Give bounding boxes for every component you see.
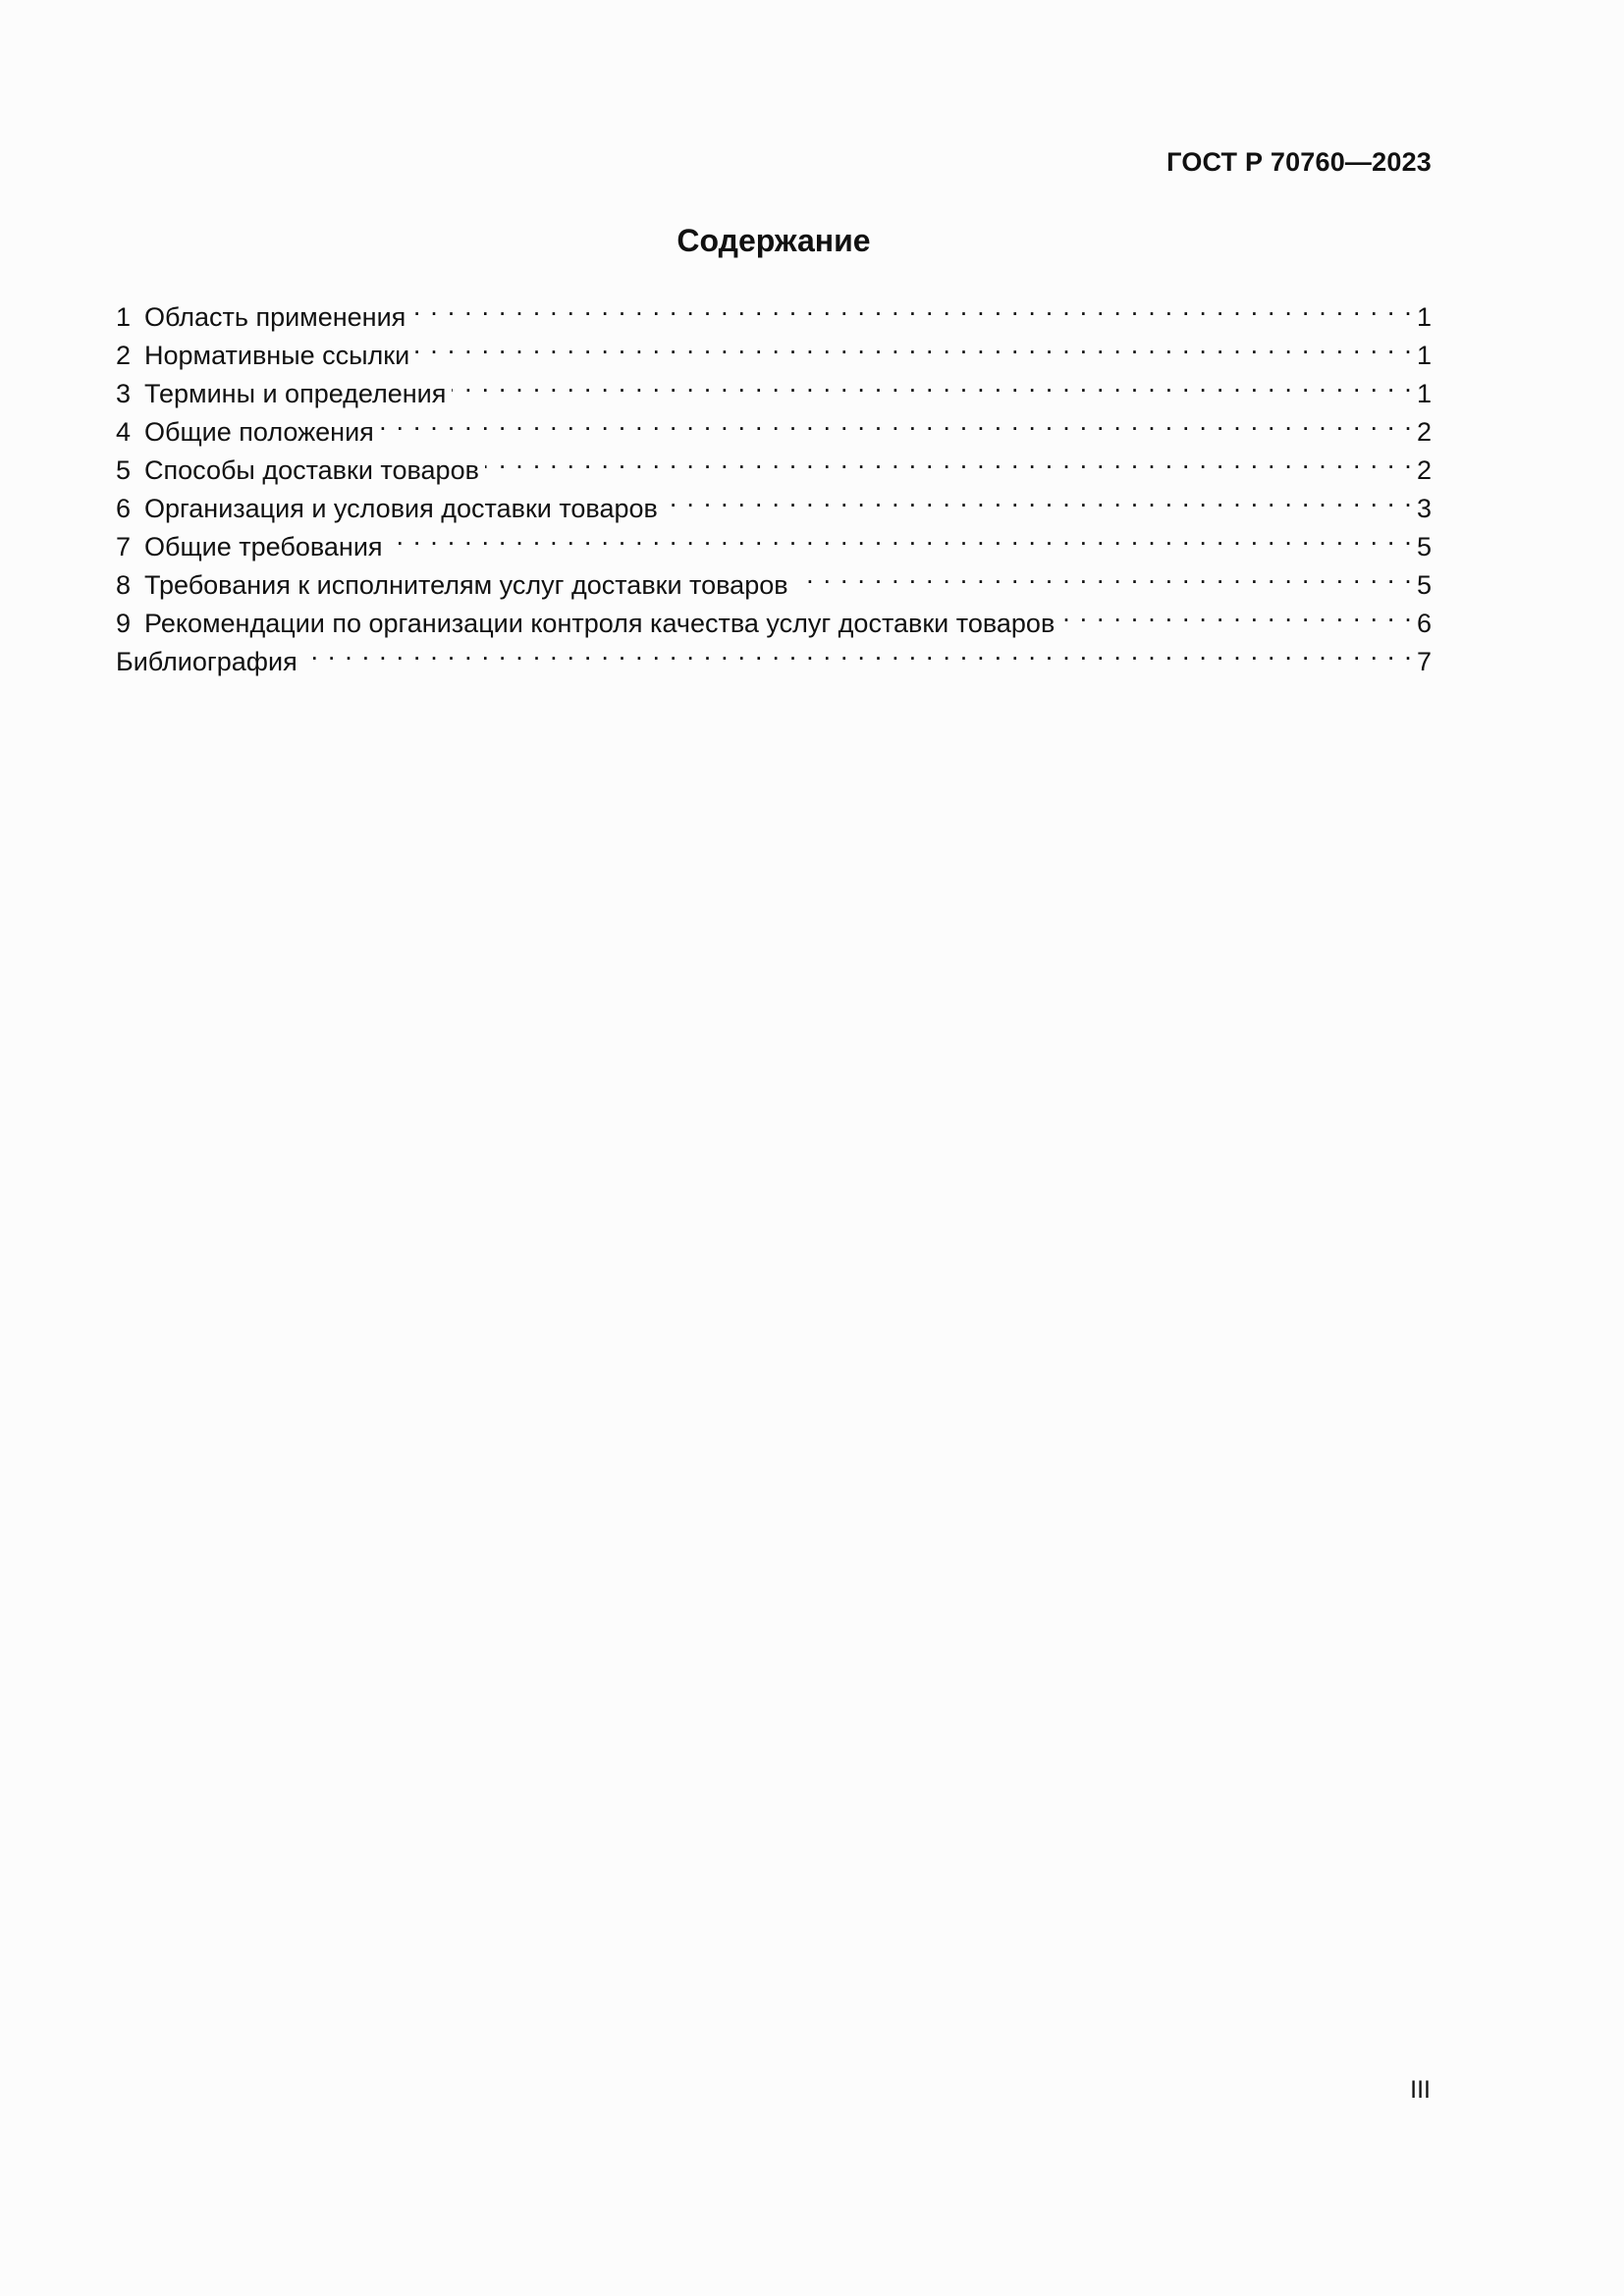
toc-entry-page: 5 (1416, 532, 1432, 561)
toc-entry-label: Библиография (116, 647, 298, 676)
toc-entry-bibliography[interactable] (116, 632, 1432, 676)
dot-leader (303, 632, 1413, 670)
toc-entry-label: Рекомендации по организации контроля качества услуг доставки товаров (144, 609, 1056, 638)
toc-entry-label: Нормативные ссылки (144, 341, 410, 370)
toc-entry-page: 1 (1416, 341, 1432, 370)
dot-leader (389, 517, 1413, 556)
toc-entry-number: 6 (116, 494, 132, 523)
toc-entry-page: 5 (1416, 570, 1432, 600)
dot-leader (1060, 594, 1413, 632)
document-code: ГОСТ Р 70760—2023 (1166, 147, 1432, 177)
dot-leader (452, 364, 1413, 402)
toc-entry-number: 1 (116, 302, 132, 332)
toc-entry-label: Требования к исполнителям услуг доставки товаров (144, 570, 788, 600)
dot-leader (415, 326, 1413, 364)
toc-entry-number: 4 (116, 417, 132, 447)
toc-entry-label: Термины и определения (144, 379, 447, 408)
toc-entry-page: 6 (1416, 609, 1432, 638)
toc-entry-label: Способы доставки товаров (144, 455, 479, 485)
toc-entry-number: 8 (116, 570, 132, 600)
toc-entry-label: Организация и условия доставки товаров (144, 494, 658, 523)
toc-entry-number: 2 (116, 341, 132, 370)
toc-entry-page: 1 (1416, 379, 1432, 408)
toc-entry-page: 1 (1416, 302, 1432, 332)
toc-entry[interactable] (116, 288, 1432, 332)
dot-leader (794, 556, 1413, 594)
toc-entry-page: 3 (1416, 494, 1432, 523)
toc-entry-number: 5 (116, 455, 132, 485)
dot-leader (380, 402, 1413, 441)
toc-entry-page: 7 (1416, 647, 1432, 676)
dot-leader (664, 479, 1413, 517)
toc-entry-number: 7 (116, 532, 132, 561)
toc-entry-label: Область применения (144, 302, 406, 332)
page-number: III (1410, 2076, 1431, 2104)
toc-entry-page: 2 (1416, 455, 1432, 485)
dot-leader (411, 288, 1413, 326)
toc-title: Содержание (677, 223, 871, 258)
toc-entry-number: 3 (116, 379, 132, 408)
toc-entry-page: 2 (1416, 417, 1432, 447)
toc-entry-label: Общие положения (144, 417, 374, 447)
toc-entry-number: 9 (116, 609, 132, 638)
dot-leader (485, 441, 1413, 479)
toc-entry-label: Общие требования (144, 532, 383, 561)
table-of-contents (116, 288, 1432, 676)
